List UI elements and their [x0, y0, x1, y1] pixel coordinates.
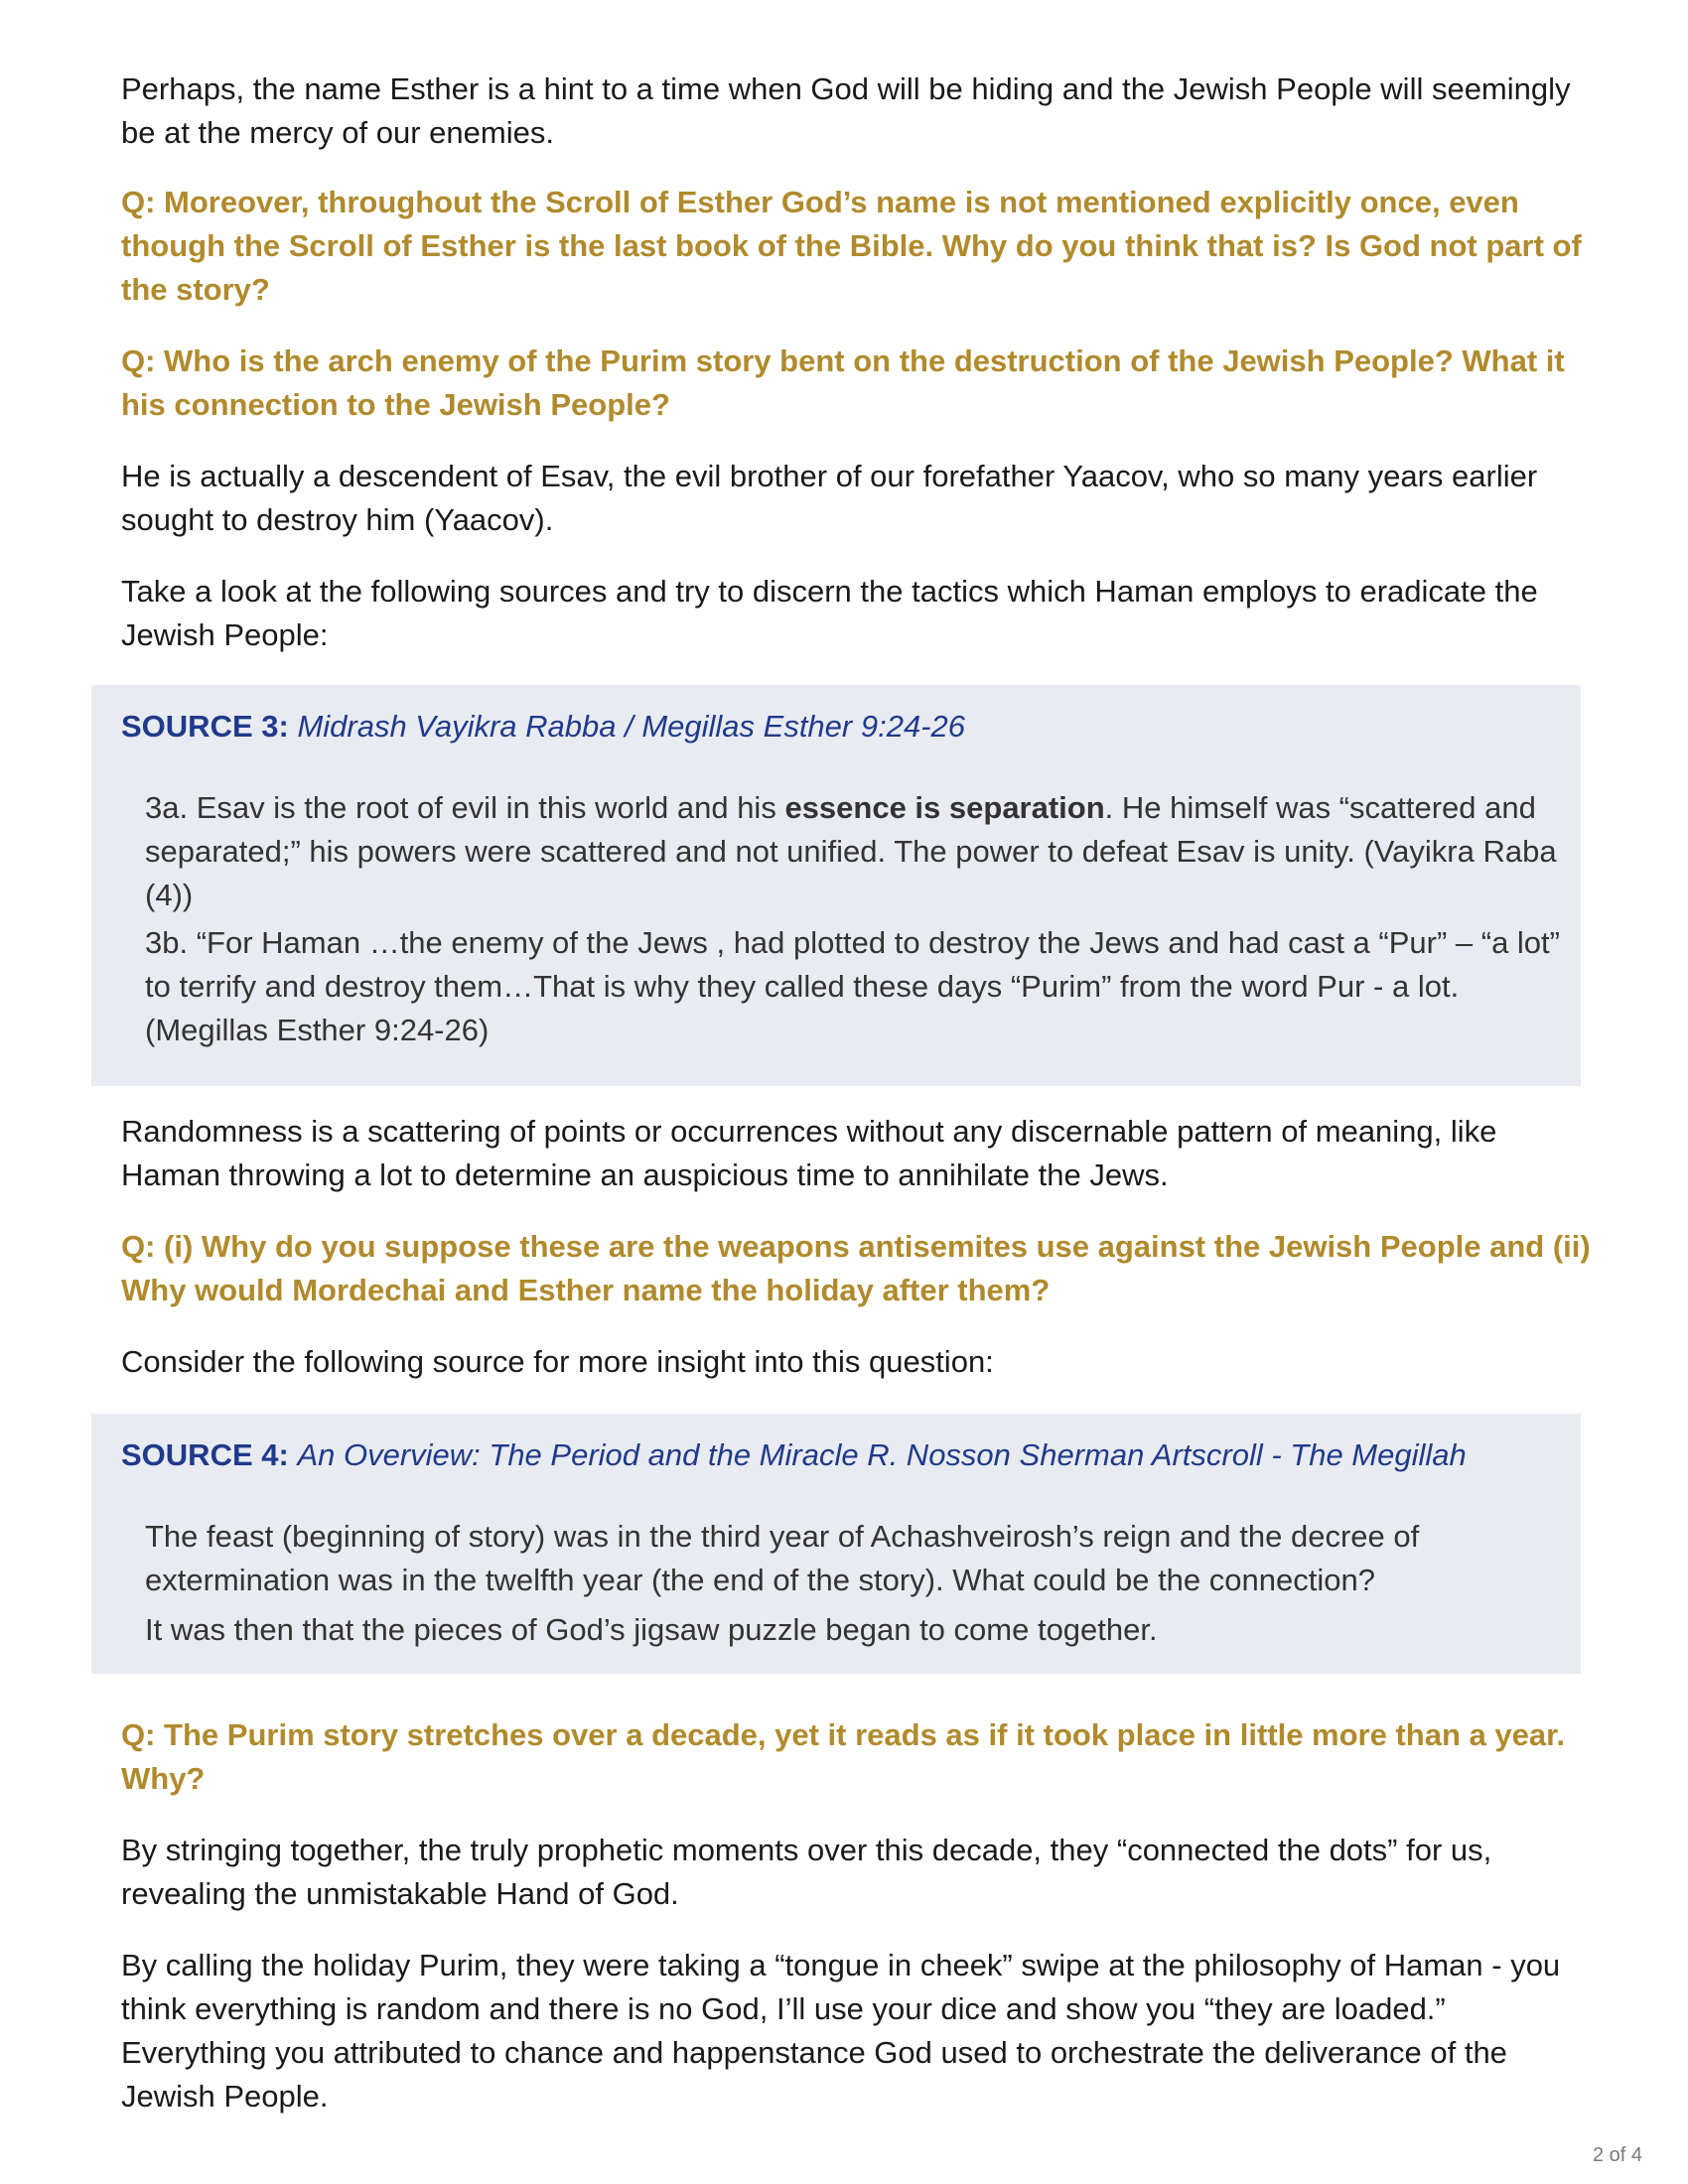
question-weapons: Q: (i) Why do you suppose these are the weapons antisemites use against the Jewish People and (ii) Why would Mordechai and Esther name the holiday after them? — [121, 1229, 1591, 1307]
source-3a-text: 3a. Esav is the root of evil in this world and his essence is separation. He himself was “scattered and separated;” his powers were scattered and not unified. The power to defeat Esav is unity. (Vayikra Raba (4)) — [145, 790, 1557, 912]
source-3a-emphasis: essence is separation — [784, 790, 1105, 825]
source-3-heading — [121, 705, 1571, 749]
source-3-box — [91, 685, 1581, 1086]
stringing-paragraph: By stringing together, the truly prophetic moments over this decade, they “connected the dots” for us, revealing the unmistakable Hand of God. — [121, 1833, 1492, 1911]
source-4-paragraph-2: It was then that the pieces of God’s jigsaw puzzle began to come together. — [145, 1612, 1158, 1647]
randomness-paragraph: Randomness is a scattering of points or occurrences without any discernable pattern of meaning, like Haman throwing a lot to determine an auspicious time to annihilate the Jews. — [121, 1114, 1497, 1192]
question-decade: Q: The Purim story stretches over a decade, yet it reads as if it took place in little more than a year. Why? — [121, 1717, 1566, 1796]
sources-intro-paragraph: Take a look at the following sources and try to discern the tactics which Haman employs to eradicate the Jewish People: — [121, 574, 1538, 652]
source-3-label: SOURCE 3: — [121, 709, 289, 744]
source-3-citation: Midrash Vayikra Rabba / Megillas Esther 9:24-26 — [297, 709, 965, 744]
source-4-box — [91, 1414, 1581, 1674]
source-4-paragraph-1: The feast (beginning of story) was in the third year of Achashveirosh’s reign and the decree of extermination was in the twelfth year (the end of the story). What could be the connection? — [145, 1519, 1420, 1597]
intro-paragraph: Perhaps, the name Esther is a hint to a time when God will be hiding and the Jewish People will seemingly be at the mercy of our enemies. — [121, 71, 1571, 150]
calling-paragraph: By calling the holiday Purim, they were taking a “tongue in cheek” swipe at the philosophy of Haman - you think everything is random and there is no God, I’ll use your dice and show you “they are loaded.” Everything you attributed to chance and happenstance God used to orchestrate the deliverance of the Jewish People. — [121, 1948, 1561, 2114]
source-4-citation: An Overview: The Period and the Miracle R. Nosson Sherman Artscroll - The Megillah — [297, 1437, 1467, 1472]
consider-paragraph: Consider the following source for more insight into this question: — [121, 1344, 994, 1379]
page-number: 2 of 4 — [1592, 2144, 1642, 2166]
source-3b-text: 3b. “For Haman …the enemy of the Jews , had plotted to destroy the Jews and had cast a “Pur” – “a lot” to terrify and destroy them…That is why they called these days “Purim” from the word Pur - a lot. (Megillas Esther 9:24-26) — [145, 925, 1560, 1047]
esav-paragraph: He is actually a descendent of Esav, the evil brother of our forefather Yaacov, who so many years earlier sought to destroy him (Yaacov). — [121, 459, 1538, 537]
question-gods-name: Q: Moreover, throughout the Scroll of Esther God’s name is not mentioned explicitly once, even though the Scroll of Esther is the last book of the Bible. Why do you think that is? Is God not part of the story? — [121, 185, 1582, 307]
source-4-heading — [121, 1433, 1571, 1477]
source-4-label: SOURCE 4: — [121, 1437, 289, 1472]
question-arch-enemy: Q: Who is the arch enemy of the Purim story bent on the destruction of the Jewish People? What it his connection to the Jewish People? — [121, 343, 1565, 422]
